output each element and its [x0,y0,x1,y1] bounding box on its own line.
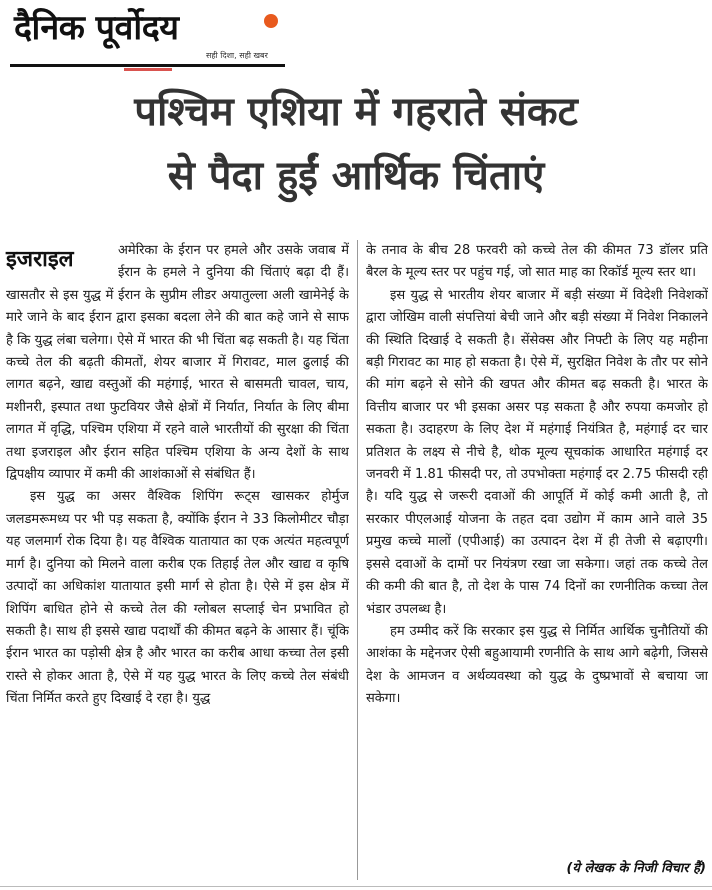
article-paragraph: अमेरिका के ईरान पर हमले और उसके जवाब में ईरान के हमले ने दुनिया की चिंताएं बढ़ा दी हैं। खासतौर से इस युद्ध में ईरान के सुप्रीम लीडर अयातुल्ला अली खामेनेई के मारे जाने के बाद ईरान द्वारा इसका बदला लेने की बात कहे जाने से साफ है कि युद्ध लंबा चलेगा। ऐसे में भारत की भी चिंता बढ़ सकती है। यह चिंता कच्चे तेल की बढ़ती कीमतों, शेयर बाजार में गिरावट, माल ढुलाई की लागत बढ़ने, खाद्य वस्तुओं की महंगाई, भारत से बासमती चावल, चाय, मशीनरी, इस्पात तथा फुटवियर जैसे क्षेत्रों में निर्यात, निर्यात के लिए बीमा लागत में वृद्धि, पश्चिम एशिया में रहने वाले भारतीयों की सुरक्षा की चिंता तथा इजराइल और ईरान सहित पश्चिम एशिया के अन्य देशों के साथ द्विपक्षीय व्यापार में कमी की आशंकाओं से संबंधित हैं। [6,243,349,483]
headline-line-1: पश्चिम एशिया में गहराते संकट [134,89,578,135]
masthead [10,4,285,72]
dateline: इजराइल [6,247,74,272]
article-paragraph: के तनाव के बीच 28 फरवरी को कच्चे तेल की कीमत 73 डॉलर प्रति बैरल के मूल्य स्तर पर पहुंच गई, जो सात माह का रिकॉर्ड मूल्य स्तर था। [366,243,708,281]
article-paragraph: इस युद्ध का असर वैश्विक शिपिंग रूट्स खासकर होर्मुज जलडमरूमध्य पर भी पड़ सकता है, क्योंकि ईरान ने 33 किलोमीटर चौड़ा यह जलमार्ग रोक दिया है। यह वैश्विक यातायात का एक अत्यंत महत्वपूर्ण मार्ग है। दुनिया को मिलने वाला करीब एक तिहाई तेल और खाद्य व कृषि उत्पादों का अधिकांश यातायात इसी मार्ग से होता है। ऐसे में इस क्षेत्र में शिपिंग बाधित होने से कच्चे तेल की ग्लोबल सप्लाई चेन प्रभावित हो सकती है। साथ ही इससे खाद्य पदार्थों की कीमत बढ़ने के आसार हैं। चूंकि ईरान भारत का पड़ोसी क्षेत्र है और भारत का करीब आधा कच्चा तेल इसी रास्ते से होकर आता है, ऐसे में यह युद्ध भारत के लिए कच्चे तेल संबंधी चिंता निर्मित करते हुए दिखाई दे रहा है। युद्ध [6,489,349,707]
newspaper-logo: दैनिक पूर्वोदय [14,8,179,48]
headline-line-2: से पैदा हुईं आर्थिक चिंताएं [167,153,545,199]
article-paragraph: हम उम्मीद करें कि सरकार इस युद्ध से निर्मित आर्थिक चुनौतियों की आशंका के मद्देनजर ऐसी बहुआयामी रणनीति के साथ आगे बढ़ेगी, जिससे देश के आमजन व अर्थव्यवस्था को युद्ध के दुष्प्रभावों से बचाया जा सकेगा। [366,623,708,707]
masthead-rule [10,64,285,67]
dateline-spacer [6,240,118,280]
article-column-left [6,240,349,880]
article-column-right [366,240,708,880]
logo-sun-icon [264,14,278,28]
newspaper-tagline: सही दिशा, सही खबर [206,51,268,60]
column-divider [357,240,358,880]
article-headline [0,80,712,208]
article-paragraph: इस युद्ध से भारतीय शेयर बाजार में बड़ी संख्या में विदेशी निवेशकों द्वारा जोखिम वाली संपत्तियां बेची जाने और बड़ी संख्या में निवेश निकालने की स्थिति दिखाई दे सकती है। सेंसेक्स और निफ्टी के लिए यह महीना बड़ी गिरावट का माह हो सकता है। ऐसे में, सुरक्षित निवेश के तौर पर सोने की मांग बढ़ने से सोने की खपत और कीमत बढ़ सकती है। भारत के वित्तीय बाजार पर भी इसका असर पड़ सकता है और रुपया कमजोर हो सकता है। उदाहरण के लिए देश में महंगाई नियंत्रित है, महंगाई दर चार प्रतिशत के लक्ष्य से नीचे है, थोक मूल्य सूचकांक आधारित महंगाई दर जनवरी में 1.81 फीसदी पर, तो उपभोक्ता महंगाई दर 2.75 फीसदी रही है। यदि युद्ध से जरूरी दवाओं की आपूर्ति में कोई कमी आती है, तो सरकार पीएलआई योजना के तहत दवा उद्योग में काम आने वाले 35 प्रमुख कच्चे मालों (एपीआई) का उत्पादन देश में ही तेजी से बढ़ाएगी। इससे दवाओं के दामों पर नियंत्रण रखा जा सकेगा। जहां तक कच्चे तेल की कमी की बात है, तो देश के पास 74 दिनों का रणनीतिक कच्चा तेल भंडार उपलब्ध है। [366,287,708,617]
page-bottom-rule [0,886,712,887]
author-disclaimer: (ये लेखक के निजी विचार हैं) [566,861,706,876]
masthead-accent-bar [124,68,172,71]
